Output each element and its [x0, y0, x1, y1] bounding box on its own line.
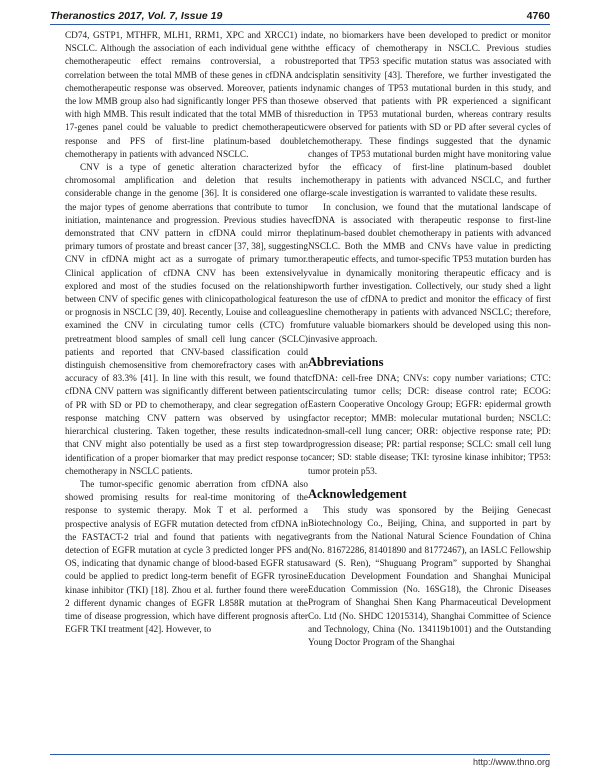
- right-column: [308, 30, 551, 650]
- paragraph: date, no biomarkers have been developed to predict or monitor the efficacy of chemotherapy in NSCLC. Previous studies reported that TP53 specific mutation status was associated with cisplatin sensitivity [43]. Therefore, we further investigated the dynamic changes of TP53 mutational burden in this study, and we observed that patients with PR experienced a significant reduction in TP53 mutational burden, whereas contrary results were observed for patients with SD or PD after several cycles of chemotherapy. These findings suggested that the dynamic changes of TP53 mutational burden might have monitoring value for the efficacy of first-line platinum-based doublet chemotherapy in patients with advanced NSCLC, and further large-scale investigation is warranted to validate these results.: [308, 31, 551, 200]
- page-number: 4760: [526, 10, 550, 22]
- left-column: [65, 30, 308, 637]
- journal-url[interactable]: http://www.thno.org: [472, 757, 550, 767]
- journal-citation: Theranostics 2017, Vol. 7, Issue 19: [50, 10, 223, 22]
- footer-divider: [50, 754, 550, 755]
- paragraph: In conclusion, we found that the mutational landscape of cfDNA is associated with therapeutic response to first-line platinum-based doublet chemotherapy in patients with advanced NSCLC. Both the MMB and CNVs have value in predicting therapeutic effects, and tumor-specific TP53 mutation burden has value in dynamically monitoring therapeutic efficacy and is worth further investigation. Collectively, our study shed a light on the use of cfDNA to predict and monitor the efficacy of first line chemotherapy in patients with advanced NSCLC; therefore, future valuable biomarkers should be developed using this non-invasive approach.: [308, 202, 551, 345]
- paragraph: CNV is a type of genetic alteration characterized by chromosomal amplification and deletion that results in considerable change in the genome [36]. It is considered one of the major types of genome aberrations that contribute to tumor initiation, maintenance and progression. Previous studies have demonstrated that CNV pattern in cfDNA could mirror the primary tumors of prostate and breast cancer [37, 38], suggesting CNV in cfDNA might act as a surrogate of primary tumor. Clinical application of cfDNA CNV has been extensively explored and most of the studies focused on the relationship between CNV of specific genes with clinicopathological features or prognosis in NSCLC [39, 40]. Recently, Louise and colleagues examined the CNV in circulating tumor cells (CTC) from pretreatment blood samples of small cell lung cancer (SCLC) patients and reported that CNV-based classification could distinguish chemosensitive from chemorefractory cases with an accuracy of 83.3% [41]. In line with this result, we found that cfDNA CNV pattern was significantly different between patients of PR with SD or PD to chemotherapy, and clear segregation of response matching CNV pattern was observed by using hierarchical clustering. Taken together, these results indicated that CNV might also potentially be used as a first step toward identification of a proper biomarker that may predict response to chemotherapy in NSCLC patients.: [65, 163, 308, 477]
- abbreviations-text: cfDNA: cell-free DNA; CNVs: copy number variations; CTC: circulating tumor cells; DCR: disease control rate; ECOG: Eastern Cooperative Oncology Group; EGFR: epidermal growth factor receptor; MMB: molecular mutational burden; NSCLC: non-small-cell lung cancer; ORR: objective response rate; PD: progression disease; PR: partial response; SCLC: small cell lung cancer; SD: stable disease; TKI: tyrosine kinase inhibitor; TP53: tumor protein p53.: [308, 374, 551, 477]
- acknowledgement-text: This study was sponsored by the Beijing Genecast Biotechnology Co., Beijing, China, and supported in part by grants from the National Natural Science Foundation of China (No. 81672286, 81401890 and 81772467), an IASLC Fellowship award (S. Ren), “Shuguang Program” supported by Shanghai Education Development Foundation and Shanghai Municipal Education Commission (No. 16SG18), the Chronic Diseases Program of Shanghai Shen Kang Pharmaceutical Development Co. Ltd (No. SHDC 12015314), Shanghai Committee of Science and Technology, China (No. 134119b1001) and the Outstanding Young Doctor Program of the Shanghai: [308, 505, 551, 648]
- section-heading-acknowledgement: Acknowledgement: [308, 486, 407, 501]
- section-heading-abbreviations: Abbreviations: [308, 354, 384, 369]
- paragraph: The tumor-specific genomic aberration from cfDNA also showed promising results for real-time monitoring of the response to systemic therapy. Mok T et al. performed a prospective analysis of EGFR mutation detected from cfDNA in the FASTACT-2 trial and found that patients with negative detection of EGFR mutation at cycle 3 predicted longer PFS and OS, indicating that dynamic change of blood-based EGFR status could be applied to predict long-term benefit of EGFR tyrosine kinase inhibitor (TKI) [18]. Zhou et al. further found there were 2 different dynamic changes of EGFR L858R mutation at the time of disease progression, which have different prognosis after EGFR TKI treatment [42]. However, to: [65, 479, 308, 636]
- paragraph: CD74, GSTP1, MTHFR, MLH1, RRM1, XPC and XRCC1) in NSCLC. Although the association of each individual gene with chemotherapeutic effect remains controversial, a robust correlation between the total MMB of these genes in cfDNA and chemotherapeutic response was observed. Moreover, patients in the low MMB group also had significantly longer PFS than those with high MMB. This result indicated that the total MMB of this 17-genes panel could be valuable to predict chemotherapeutic response and PFS of first-line platinum-based doublet chemotherapy in patients with advanced NSCLC.: [65, 31, 308, 160]
- header-divider: [50, 24, 550, 25]
